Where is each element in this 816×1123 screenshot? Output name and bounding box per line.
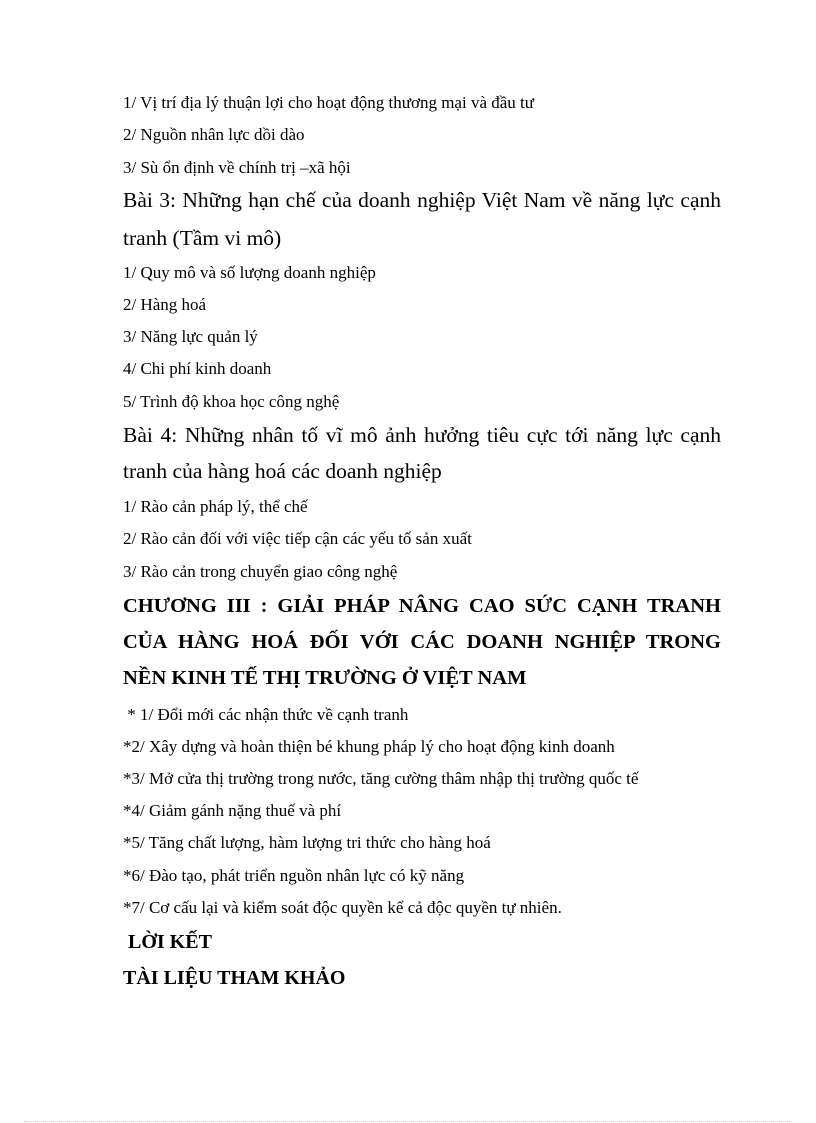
item-goods: 2/ Hàng hoá [123, 295, 207, 314]
chapter-heading-line-3: NỀN KINH TẾ THỊ TRƯỜNG Ở VIỆT NAM [123, 667, 527, 689]
item-technology-transfer-barriers: 3/ Rào cản trong chuyển giao công nghệ [123, 562, 398, 581]
page-bottom-divider [24, 1121, 792, 1122]
section-heading-bai-4-line-1: Bài 4: Những nhân tố vĩ mô ảnh hưởng tiêu cực tới năng lực cạnh [123, 423, 721, 447]
item-political-stability: 3/ Sù ổn định về chính trị –xã hội [123, 158, 351, 177]
chapter-heading-line-1: CHƯƠNG III : GIẢI PHÁP NÂNG CAO SỨC CẠNH TRANH [123, 595, 721, 617]
item-location-advantage: 1/ Vị trí địa lý thuận lợi cho hoạt động thương mại và đầu tư [123, 93, 534, 112]
solution-item-3: *3/ Mở cửa thị trường trong nước, tăng cường thâm nhập thị trường quốc tế [123, 769, 639, 788]
section-heading-bai-3-line-2: tranh (Tầm vi mô) [123, 226, 282, 250]
references-heading: TÀI LIỆU THAM KHẢO [123, 967, 346, 989]
chapter-heading-line-2: CỦA HÀNG HOÁ ĐỐI VỚI CÁC DOANH NGHIỆP TRONG [123, 631, 721, 653]
section-heading-bai-3-line-1: Bài 3: Những hạn chế của doanh nghiệp Việt Nam về năng lực cạnh [123, 188, 721, 212]
solution-item-5: *5/ Tăng chất lượng, hàm lượng tri thức cho hàng hoá [123, 833, 491, 852]
item-legal-barriers: 1/ Rào cản pháp lý, thể chế [123, 497, 308, 516]
section-heading-bai-4-line-2: tranh của hàng hoá các doanh nghiệp [123, 459, 442, 483]
solution-item-2: *2/ Xây dựng và hoàn thiện bé khung pháp lý cho hoạt động kinh doanh [123, 737, 615, 756]
item-management-capacity: 3/ Năng lực quản lý [123, 327, 258, 346]
solution-item-4: *4/ Giảm gánh nặng thuế và phí [123, 801, 342, 820]
conclusion-heading: LỜI KẾT [123, 931, 212, 953]
item-human-resources: 2/ Nguồn nhân lực dồi dào [123, 125, 305, 144]
item-scale-and-number: 1/ Quy mô và số lượng doanh nghiệp [123, 263, 376, 282]
item-business-costs: 4/ Chi phí kinh doanh [123, 359, 272, 378]
solution-item-7: *7/ Cơ cấu lại và kiểm soát độc quyền kể cả độc quyền tự nhiên. [123, 898, 562, 917]
item-production-factor-barriers: 2/ Rào cản đối với việc tiếp cận các yếu tố sản xuất [123, 529, 472, 548]
solution-item-1: * 1/ Đổi mới các nhận thức về cạnh tranh [123, 705, 409, 724]
item-technology-level: 5/ Trình độ khoa học công nghệ [123, 392, 340, 411]
solution-item-6: *6/ Đào tạo, phát triển nguồn nhân lực có kỹ năng [123, 866, 465, 885]
